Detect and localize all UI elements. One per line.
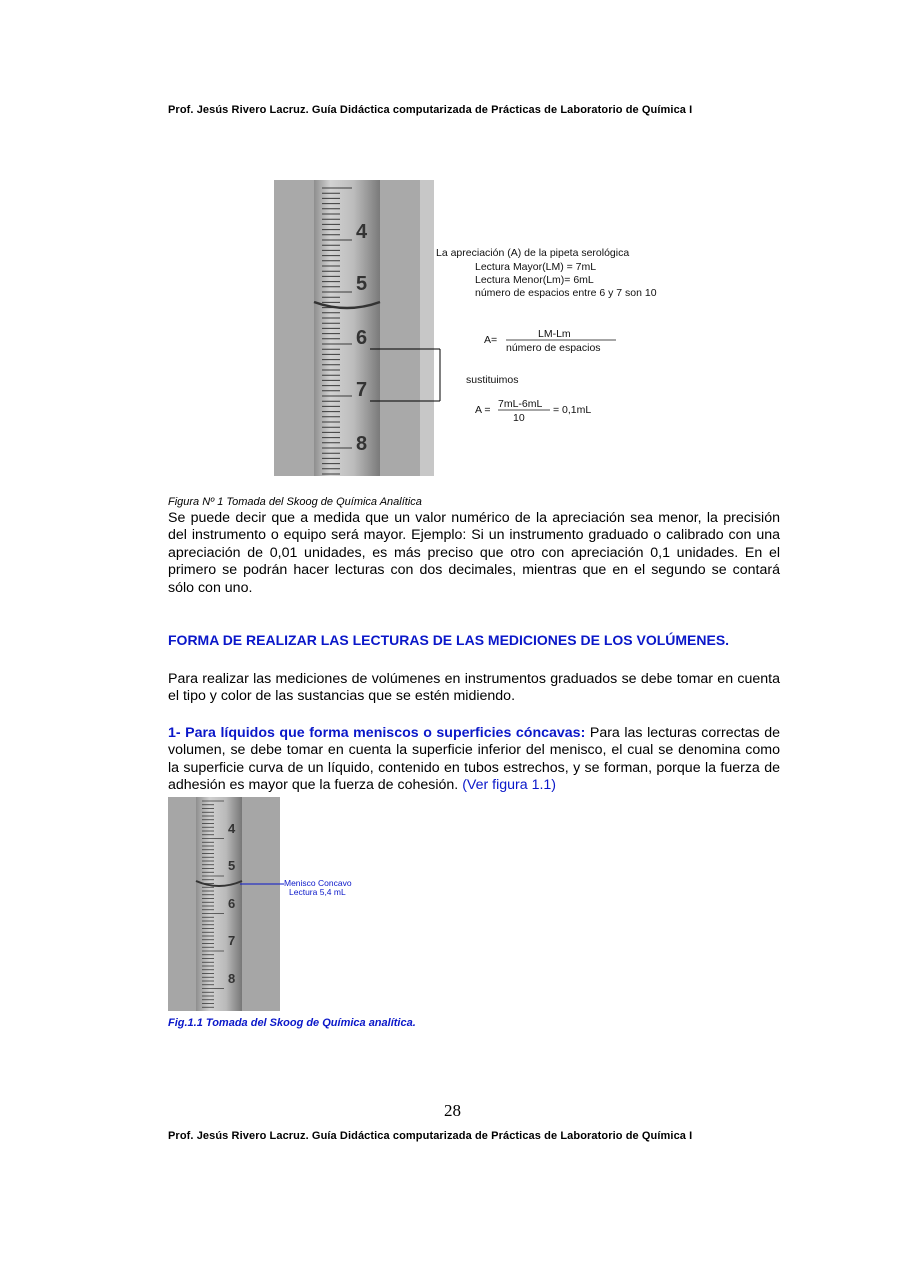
figure-reference-link[interactable]: (Ver figura 1.1): [462, 777, 557, 794]
result-rhs: = 0,1mL: [553, 404, 592, 416]
appreciation-heading: La apreciación (A) de la pipeta serológica: [436, 247, 630, 259]
tick-label-6: 6: [356, 327, 368, 349]
fig2-tick-4: 4: [228, 821, 236, 836]
result-denominator: 10: [513, 412, 525, 424]
major-reading: Lectura Mayor(LM) = 7mL: [475, 261, 597, 273]
result-lhs: A =: [475, 404, 491, 416]
paragraph-precision: Se puede decir que a medida que un valor numérico de la apreciación sea menor, la precisión del instrumento o equipo será mayor. Ejemplo: Si un instrumento graduado o calibrado con una apreciación de 0,01 unidades, es más preciso que otro con apreciación 0,1 unidades. En el primero se podrán hacer lecturas con dos decimales, mientras que en el segundo se contará sólo con uno.: [168, 510, 780, 596]
fig2-tick-8: 8: [228, 971, 236, 986]
tick-label-4: 4: [356, 221, 368, 243]
substitute-label: sustituimos: [466, 374, 519, 386]
meniscus-lead: 1- Para líquidos que forma meniscos o superficies cóncavas:: [168, 725, 586, 741]
figure-1-caption: Figura Nº 1 Tomada del Skoog de Química Analítica: [168, 496, 422, 508]
formula-denominator: número de espacios: [506, 342, 601, 354]
fig2-tick-6: 6: [228, 896, 236, 911]
formula-numerator: LM-Lm: [538, 328, 571, 340]
page-number: 28: [444, 1101, 461, 1120]
fig2-tick-5: 5: [228, 858, 236, 873]
result-numerator: 7mL-6mL: [498, 398, 543, 410]
tick-label-7: 7: [356, 379, 368, 401]
fig2-tick-7: 7: [228, 933, 236, 948]
spaces-count: número de espacios entre 6 y 7 son 10: [475, 287, 657, 299]
figure-1-1-meniscus: [168, 795, 368, 1015]
minor-reading: Lectura Menor(Lm)= 6mL: [475, 274, 594, 286]
tick-label-8: 8: [356, 433, 368, 455]
page-footer: Prof. Jesús Rivero Lacruz. Guía Didáctica computarizada de Prácticas de Laboratorio de Química I: [168, 1130, 693, 1142]
meniscus-label: Menisco Concavo: [284, 878, 352, 888]
meniscus-body: Para las lecturas correctas de volumen, se debe tomar en cuenta la superficie inferior del menisco, el cual se denomina como la superficie curva de un líquido, contenido en tubos estrechos, y se forman, porque la fuerza de adhesión es mayor que la fuerza de cohesión.: [168, 725, 780, 794]
tick-label-5: 5: [356, 273, 368, 295]
paragraph-meniscus: [168, 725, 780, 795]
photo-right-band: [420, 180, 434, 476]
figure-1-1-caption: Fig.1.1 Tomada del Skoog de Química analítica.: [168, 1017, 416, 1029]
formula-lhs: A=: [484, 334, 498, 346]
section-title: FORMA DE REALIZAR LAS LECTURAS DE LAS MEDICIONES DE LOS VOLÚMENES.: [168, 632, 730, 648]
page-header: Prof. Jesús Rivero Lacruz. Guía Didáctica computarizada de Prácticas de Laboratorio de Química I: [168, 104, 693, 116]
figure-1-pipette: [270, 178, 690, 478]
reading-label: Lectura 5,4 mL: [289, 887, 346, 897]
paragraph-intro: Para realizar las mediciones de volúmenes en instrumentos graduados se debe tomar en cuenta el tipo y color de las sustancias que se estén midiendo.: [168, 671, 780, 705]
